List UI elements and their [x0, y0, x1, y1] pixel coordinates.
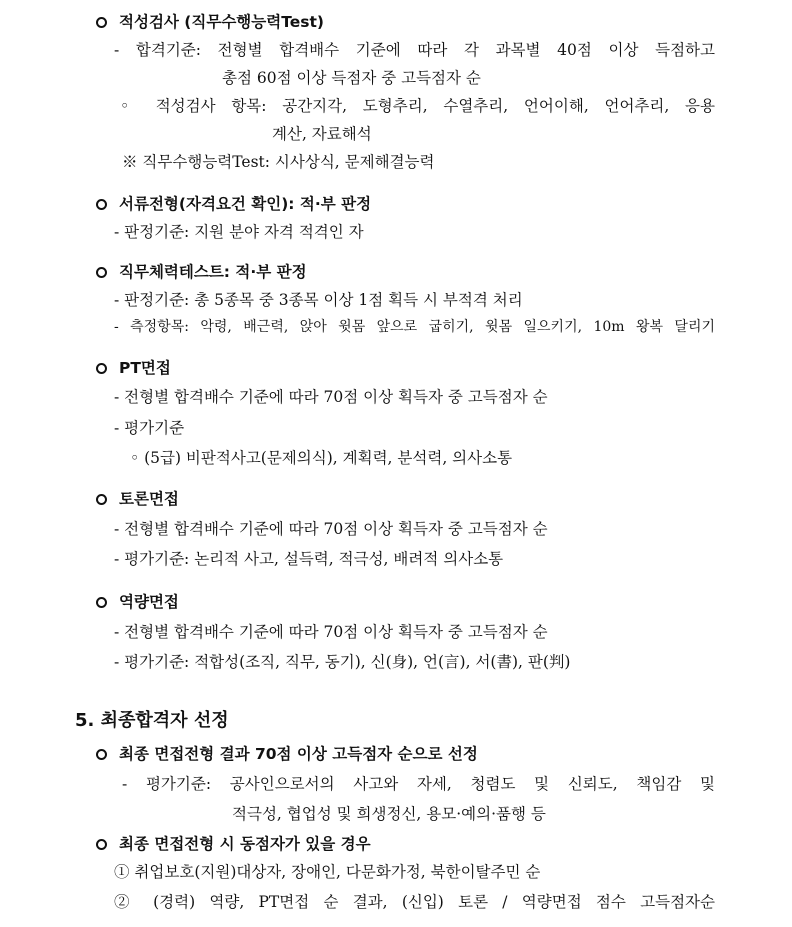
discussion-interview-line-1: - 전형별 합격배수 기준에 따라 70점 이상 획득자 중 고득점자 순: [114, 520, 548, 538]
pt-interview-heading: [96, 358, 171, 378]
pt-interview-line-1: - 전형별 합격배수 기준에 따라 70점 이상 획득자 중 고득점자 순: [114, 388, 548, 406]
final-heading-1-text: 최종 면접전형 결과 70점 이상 고득점자 순으로 선정: [119, 745, 478, 763]
discussion-interview-heading: [96, 489, 179, 509]
pt-interview-line-3: ◦ (5급) 비판적사고(문제의식), 계획력, 분석력, 의사소통: [130, 449, 513, 467]
competency-interview-line-1: - 전형별 합격배수 기준에 따라 70점 이상 획득자 중 고득점자 순: [114, 623, 548, 641]
aptitude-heading-text: 적성검사 (직무수행능력Test): [119, 13, 324, 31]
fitness-heading: [96, 262, 307, 282]
pt-interview-line-2: - 평가기준: [114, 419, 185, 437]
final-tie-rule-1: ① 취업보호(지원)대상자, 장애인, 다문화가정, 북한이탈주민 순: [114, 863, 541, 881]
hollow-circle-bullet-icon: [96, 749, 107, 760]
pt-interview-heading-text: PT면접: [119, 359, 171, 377]
final-heading-2: [96, 834, 371, 854]
final-section-title: 5. 최종합격자 선정: [75, 710, 229, 731]
competency-interview-line-2: - 평가기준: 적합성(조직, 직무, 동기), 신(身), 언(言), 서(書), 판(判): [114, 653, 571, 671]
aptitude-criteria-line-1: - 합격기준: 전형별 합격배수 기준에 따라 각 과목별 40점 이상 득점하고: [114, 41, 715, 59]
document-review-heading-text: 서류전형(자격요건 확인): 적·부 판정: [119, 195, 372, 213]
discussion-interview-line-2: - 평가기준: 논리적 사고, 설득력, 적극성, 배려적 의사소통: [114, 550, 504, 568]
hollow-circle-bullet-icon: [96, 597, 107, 608]
competency-interview-heading-text: 역량면접: [119, 593, 179, 611]
hollow-circle-bullet-icon: [96, 839, 107, 850]
aptitude-items-line-1: ◦ 적성검사 항목: 공간지각, 도형추리, 수열추리, 언어이해, 언어추리, 응용: [120, 97, 715, 115]
final-criteria-line-1: - 평가기준: 공사인으로서의 사고와 자세, 청렴도 및 신뢰도, 책임감 및: [122, 775, 715, 793]
final-tie-rule-2: ② (경력) 역량, PT면접 순 결과, (신입) 토론 / 역량면접 점수 고득점자순: [114, 893, 715, 911]
fitness-items: - 측정항목: 악령, 배근력, 앉아 윗몸 앞으로 굽히기, 윗몸 일으키기, 10m 왕복 달리기: [114, 319, 715, 335]
hollow-circle-bullet-icon: [96, 17, 107, 28]
final-criteria-line-2: 적극성, 협업성 및 희생정신, 용모·예의·품행 등: [232, 805, 546, 823]
final-heading-1: [96, 744, 478, 764]
competency-interview-heading: [96, 592, 179, 612]
document-review-criteria: - 판정기준: 지원 분야 자격 적격인 자: [114, 223, 364, 241]
hollow-circle-bullet-icon: [96, 199, 107, 210]
hollow-circle-bullet-icon: [96, 494, 107, 505]
aptitude-criteria-line-2: 총점 60점 이상 득점자 중 고득점자 순: [222, 69, 481, 87]
hollow-circle-bullet-icon: [96, 363, 107, 374]
hollow-circle-bullet-icon: [96, 267, 107, 278]
aptitude-items-line-2: 계산, 자료해석: [272, 125, 372, 143]
final-heading-2-text: 최종 면접전형 시 동점자가 있을 경우: [119, 835, 371, 853]
document-review-heading: [96, 194, 371, 214]
aptitude-note: ※ 직무수행능력Test: 시사상식, 문제해결능력: [122, 153, 435, 171]
discussion-interview-heading-text: 토론면접: [119, 490, 179, 508]
fitness-criteria: - 판정기준: 총 5종목 중 3종목 이상 1점 획득 시 부적격 처리: [114, 291, 523, 309]
fitness-heading-text: 직무체력테스트: 적·부 판정: [119, 263, 307, 281]
aptitude-heading: [96, 12, 324, 32]
